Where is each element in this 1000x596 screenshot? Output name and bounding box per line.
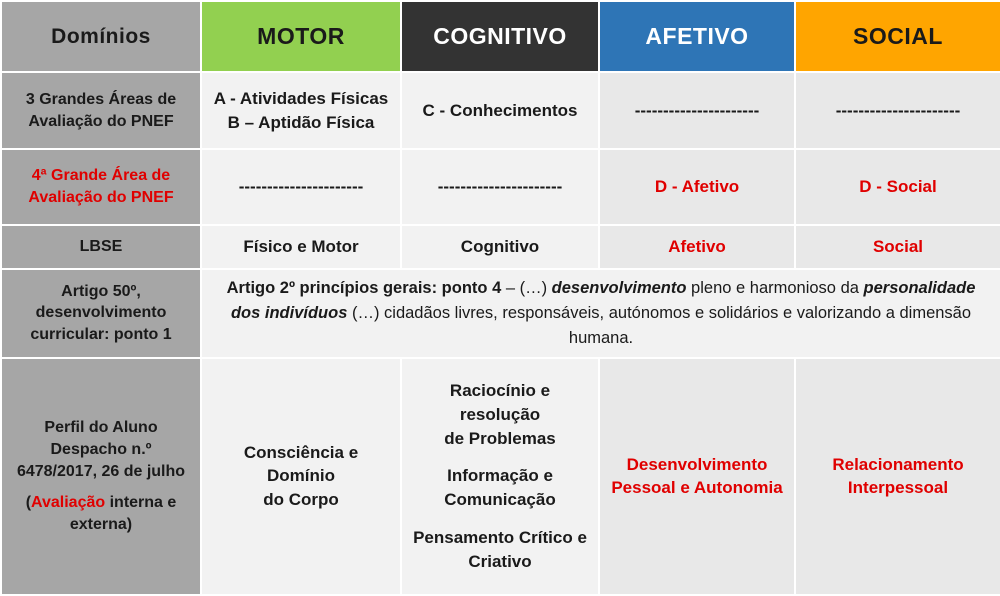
rowlabel-perfil-line1: Perfil do Aluno [44,419,158,437]
rowlabel-perfil-aluno [1,358,201,595]
cell-perfil-cognitivo-item-2-line1: Informação e [447,466,553,486]
cell-perfil-afetivo-line1: Desenvolvimento [626,454,768,474]
rowlabel-artigo-50-line1: Artigo 50º, [61,282,141,300]
cell-quarta-social: D - Social [795,149,1000,225]
cell-perfil-cognitivo [401,358,599,595]
cell-perfil-cognitivo-item-1 [410,379,590,450]
cell-perfil-cognitivo-item-1-line2: de Problemas [444,428,556,448]
header-motor: MOTOR [201,1,401,72]
cell-areas-motor-line2: B – Aptidão Física [227,112,375,132]
cell-quarta-cognitivo: ---------------------- [401,149,599,225]
rowlabel-perfil-gap [10,482,192,492]
cell-areas-social: ---------------------- [795,72,1000,149]
rowlabel-perfil-line4-suffix: interna e [105,494,177,512]
rowlabel-quarta-area-line2: Avaliação do PNEF [28,188,174,206]
table-row [1,149,1000,225]
rowlabel-areas-pnef [1,72,201,149]
table-row [1,72,1000,149]
cell-lbse-cognitivo: Cognitivo [401,225,599,269]
table-row [1,358,1000,595]
rowlabel-perfil-line4-prefix: ( [25,494,32,512]
header-social: SOCIAL [795,1,1000,72]
rowlabel-perfil-line3: 6478/2017, 26 de julho [16,462,186,480]
cell-perfil-social-line1: Relacionamento [832,454,964,474]
rowlabel-perfil-line2: Despacho n.º [50,441,152,458]
rowlabel-areas-pnef-line1: 3 Grandes Áreas de [25,91,177,109]
cell-areas-motor [201,72,401,149]
cell-perfil-motor-line2: do Corpo [263,490,339,510]
table-row [1,225,1000,269]
cell-perfil-cognitivo-item-2-line2: Comunicação [444,490,556,510]
paragraph-tail: (…) cidadãos livres, responsáveis, autónomos e solidários e valorizando a dimensão humana. [347,303,972,347]
table-header-row [1,1,1000,72]
cell-perfil-social-line2: Interpessoal [847,478,949,498]
rowlabel-areas-pnef-line2: Avaliação do PNEF [28,112,174,130]
cell-perfil-afetivo-line2: Pessoal e Autonomia [611,478,783,498]
cell-artigo-2-paragraph [201,269,1000,358]
cell-perfil-cognitivo-item-2 [410,464,590,512]
rowlabel-artigo-50 [1,269,201,358]
paragraph-bold-italic-2: personalidade dos indivíduos [230,279,976,322]
cell-perfil-motor-line1: Consciência e Domínio [243,442,359,486]
cell-perfil-motor [201,358,401,595]
rowlabel-perfil-line5: externa) [69,515,133,533]
cell-lbse-afetivo: Afetivo [599,225,795,269]
paragraph-mid: pleno e harmonioso da [686,279,864,298]
rowlabel-perfil-line4-red: Avaliação [31,494,106,512]
header-afetivo: AFETIVO [599,1,795,72]
rowlabel-quarta-area [1,149,201,225]
cell-perfil-social [795,358,1000,595]
cell-lbse-motor: Físico e Motor [201,225,401,269]
rowlabel-artigo-50-line2: desenvolvimento [35,304,167,322]
rowlabel-perfil-line4 [10,492,192,514]
header-cognitivo: COGNITIVO [401,1,599,72]
cell-lbse-social: Social [795,225,1000,269]
cell-perfil-cognitivo-item-3-line2: Criativo [468,551,532,571]
cell-areas-cognitivo: C - Conhecimentos [401,72,599,149]
paragraph-bold-start: Artigo 2º princípios gerais: ponto 4 [226,279,502,298]
cell-perfil-cognitivo-item-3 [410,526,590,574]
paragraph-bold-italic-1: desenvolvimento [551,279,687,298]
cell-perfil-cognitivo-item-3-line1: Pensamento Crítico e [413,528,587,548]
cell-areas-afetivo: ---------------------- [599,72,795,149]
cell-perfil-cognitivo-item-1-line1: Raciocínio e resolução [449,381,551,424]
paragraph-after-bold: – (…) [501,279,552,298]
rowlabel-artigo-50-line3: curricular: ponto 1 [30,325,172,343]
cell-quarta-motor: ---------------------- [201,149,401,225]
rowlabel-quarta-area-line1: 4ª Grande Área de [31,167,171,185]
rowlabel-lbse: LBSE [1,225,201,269]
cell-perfil-afetivo [599,358,795,595]
cell-areas-motor-line1: A - Atividades Físicas [213,88,389,108]
cell-quarta-afetivo: D - Afetivo [599,149,795,225]
table-row [1,269,1000,358]
header-domains: Domínios [1,1,201,72]
